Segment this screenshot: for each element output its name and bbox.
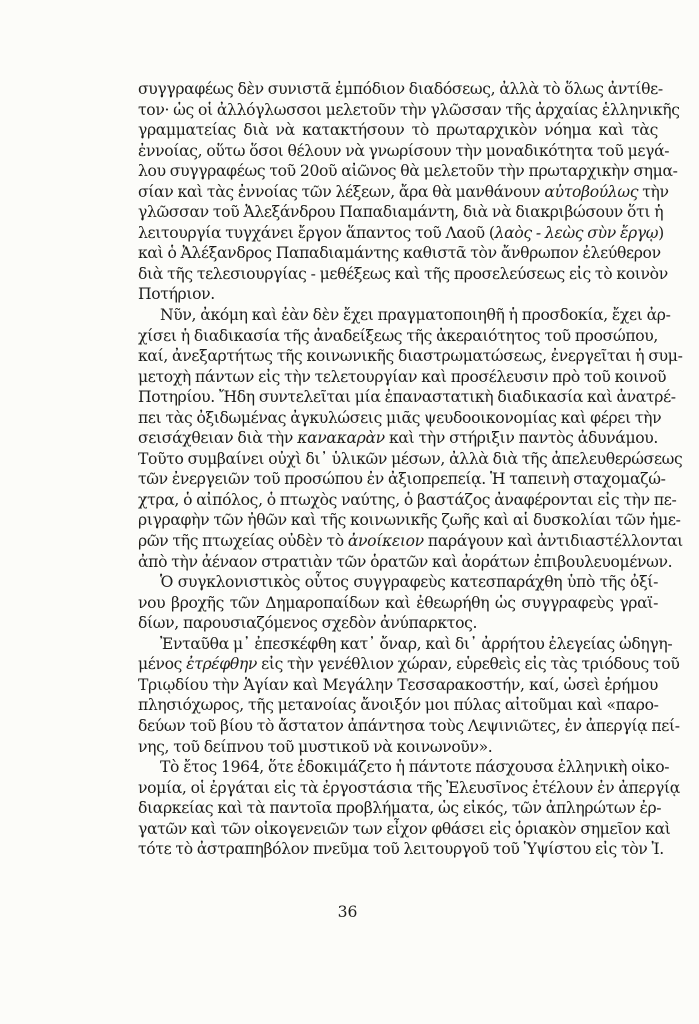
paragraph (138, 757, 680, 860)
paragraph (138, 634, 680, 757)
text-line (138, 634, 673, 655)
text-run: εἰς τὴν γενέθλιον χώραν, εὑρεθεὶς εἰς τὰς τριόδους τοῦ (257, 655, 680, 674)
text-line (138, 757, 670, 778)
text-line (138, 202, 664, 223)
text-line (138, 716, 680, 737)
text-line (138, 326, 658, 347)
text-run: καὶ ὁ Ἀλέξανδρος Παπαδιαμάντης καθιστᾶ τὸν ἄνθρωπον ἐλεύθερον (138, 244, 661, 263)
text-line (138, 654, 680, 675)
text-run: Ποτηρίου. Ἤδη συντελεῖται μία ἐπαναστατικὴ διαδικασία καὶ ἀνατρέ- (138, 388, 676, 407)
text-run: καὶ τὴν στήριξιν παντὸς ἀδυνάμου. (384, 429, 659, 448)
text-run: συγγραφέως δὲν συνιστᾶ ἐμπόδιον διαδόσεως, ἀλλὰ τὸ ὅλως ἀντίθε- (138, 80, 663, 98)
page-body (138, 79, 683, 860)
text-run: σίαν καὶ τὰς ἐννοίας τῶν λέξεων, ἄρα θὰ μανθάνουν (138, 182, 545, 201)
text-run: παράγουν καὶ ἀντιδιαστέλλονται (423, 532, 683, 551)
text-run: λειτουργία τυγχάνει ἔργον ἅπαντος τοῦ Λαοῦ ( (138, 223, 495, 242)
text-run: διαρκείας καὶ τὰ παντοῖα προβλήματα, ὡς εἰκός, τῶν ἀπληρώτων ἐρ- (138, 799, 662, 818)
text-run: διὰ τῆς τελεσιουργίας - μεθέξεως καὶ τῆς προσελεύσεως εἰς τὸ κοινὸν (138, 264, 668, 283)
text-line (138, 737, 658, 758)
text-line (138, 552, 673, 573)
text-run: χτρα, ὁ αἰπόλος, ὁ πτωχὸς ναύτης, ὁ βαστάζος ἀναφέρονται εἰς τὴν πε- (138, 490, 677, 509)
paragraph (138, 305, 683, 572)
text-line (138, 531, 683, 552)
text-run: Τριῳδίου τὴν Ἁγίαν καὶ Μεγάλην Τεσσαρακοστήν, καί, ὡσεὶ ἐρήμου (138, 675, 658, 694)
text-line (138, 79, 663, 100)
text-run: μετοχὴ πάντων εἰς τὴν τελετουργίαν καὶ προσέλευσιν πρὸ τοῦ κοινοῦ (138, 367, 667, 386)
text-run: σεισάχθειαν διὰ τὴν (138, 429, 298, 448)
text-line (138, 243, 661, 264)
text-line (138, 449, 683, 470)
page-number: 36 (337, 903, 358, 921)
text-run: πει τὰς ὀξιδωμένας ἀγκυλώσεις μιᾶς ψευδοοικονομίας καὶ φέρει τὴν (138, 408, 662, 427)
text-run: Ποτήριον. (138, 285, 215, 304)
text-line (138, 798, 662, 819)
text-run: ) (658, 223, 664, 242)
text-line (138, 778, 680, 799)
text-run: τότε τὸ ἀστραπηβόλον πνεῦμα τοῦ λειτουργοῦ τοῦ Ὑψίστου εἰς τὸν Ἰ. (138, 840, 664, 859)
text-line (138, 469, 666, 490)
text-line (138, 100, 680, 121)
text-run: Τὸ ἔτος 1964, ὅτε ἐδοκιμάζετο ἡ πάντοτε πάσχουσα ἑλληνικὴ οἰκο- (160, 758, 670, 777)
text-run: Τοῦτο συμβαίνει οὐχὶ δι᾽ ὑλικῶν μέσων, ἀλλὰ διὰ τῆς ἀπελευθερώσεως (138, 449, 683, 468)
italic-text: αὐτοβούλως (544, 182, 639, 201)
text-line (138, 593, 658, 614)
text-line (138, 284, 658, 305)
text-run: ἐννοίας, οὕτω ὅσοι θέλουν νὰ γνωρίσουν τὴν μοναδικότητα τοῦ μεγά- (138, 141, 670, 160)
paragraph (138, 572, 658, 634)
text-run: τῶν ἐνεργειῶν τοῦ προσώπου ἐν ἀξιοπρεπείᾳ. Ἡ ταπεινὴ σταχομαζώ- (138, 470, 666, 489)
text-line (138, 819, 671, 840)
text-line (138, 161, 678, 182)
text-run: νου βροχῆς τῶν Δημαροπαίδων καὶ ἐθεωρήθη ὡς συγγραφεὺς γραϊ- (138, 593, 658, 612)
text-run: τον· ὡς οἱ ἀλλόγλωσσοι μελετοῦν τὴν γλῶσσαν τῆς ἀρχαίας ἑλληνικῆς (138, 100, 680, 119)
italic-text: κανακαρὰν (297, 429, 385, 448)
text-line (138, 613, 658, 634)
text-run: πλησιόχωρος, τῆς μετανοίας ἄνοιξόν μοι πύλας αἰτοῦμαι καὶ «παρο- (138, 696, 659, 715)
text-run: ἀπὸ τὴν ἀέναον στρατιὰν τῶν ὁρατῶν καὶ ἀοράτων ἐπιβουλευομένων. (138, 552, 673, 571)
text-block (138, 79, 683, 860)
text-run: ρῶν τῆς πτωχείας οὐδὲν τὸ (138, 532, 348, 551)
text-run: ριγραφὴν τῶν ἠθῶν καὶ τῆς κοινωνικῆς ζωῆς καὶ αἱ δυσκολίαι τῶν ἡμε- (138, 511, 681, 530)
text-run: Ἐνταῦθα μ᾽ ἐπεσκέφθη κατ᾽ ὄναρ, καὶ δι᾽ ἀρρήτου ἐλεγείας ὡδηγη- (160, 634, 673, 653)
text-run: γραμματείας διὰ νὰ κατακτήσουν τὸ πρωταρχικὸν νόημα καὶ τὰς (138, 121, 658, 140)
text-line (138, 346, 683, 367)
italic-text: λαὸς - λεὼς σὺν ἔργῳ (494, 223, 659, 242)
paragraph (138, 79, 680, 305)
text-run: καί, ἀνεξαρτήτως τῆς κοινωνικῆς διαστρωματώσεως, ἐνεργεῖται ἡ συμ- (138, 347, 683, 366)
text-line (138, 182, 669, 203)
text-run: τὴν (638, 182, 669, 201)
text-line (138, 839, 664, 860)
text-run: γατῶν καὶ τῶν οἰκογενειῶν των εἶχον φθάσει εἰς ὁριακὸν σημεῖον καὶ (138, 819, 671, 838)
text-run: νης, τοῦ δείπνου τοῦ μυστικοῦ νὰ κοινωνοῦν». (138, 737, 493, 756)
italic-text: ἀνοίκειον (347, 532, 424, 551)
text-line (138, 490, 677, 511)
text-run: μένος (138, 655, 187, 674)
text-line (138, 387, 676, 408)
text-line (138, 141, 670, 162)
text-run: δίων, παρουσιαζόμενος σχεδὸν ἀνύπαρκτος. (138, 614, 478, 633)
text-line (138, 675, 658, 696)
text-run: γλῶσσαν τοῦ Ἀλεξάνδρου Παπαδιαμάντη, διὰ νὰ διακριβώσουν ὅτι ἡ (138, 203, 664, 222)
text-line (138, 223, 664, 244)
text-line (138, 367, 667, 388)
text-run: δεύων τοῦ βίου τὸ ἄστατον ἀπάντησα τοὺς Λεψινιῶτες, ἐν ἀπεργίᾳ πεί- (138, 716, 680, 735)
text-line (138, 120, 658, 141)
text-line (138, 695, 658, 716)
text-line (138, 428, 658, 449)
italic-text: ἐτρέφθην (186, 655, 258, 674)
text-run: νομία, οἱ ἐργάται εἰς τὰ ἐργοστάσια τῆς Ἐλευσῖνος ἐτέλουν ἐν ἀπεργίᾳ (138, 778, 680, 797)
text-line (138, 264, 668, 285)
text-line (138, 572, 658, 593)
text-run: Νῦν, ἀκόμη καὶ ἐὰν δὲν ἔχει πραγματοποιηθῆ ἡ προσδοκία, ἔχει ἀρ- (160, 306, 671, 325)
text-run: χίσει ἡ διαδικασία τῆς ἀναδείξεως τῆς ἀκεραιότητος τοῦ προσώπου, (138, 326, 658, 345)
text-run: Ὁ συγκλονιστικὸς οὗτος συγγραφεὺς κατεσπαράχθη ὑπὸ τῆς ὀξί- (160, 573, 658, 592)
text-run: λου συγγραφέως τοῦ 20οῦ αἰῶνος θὰ μελετοῦν τὴν πρωταρχικὴν σημα- (138, 162, 678, 181)
text-line (138, 408, 662, 429)
text-line (138, 305, 671, 326)
text-line (138, 510, 681, 531)
